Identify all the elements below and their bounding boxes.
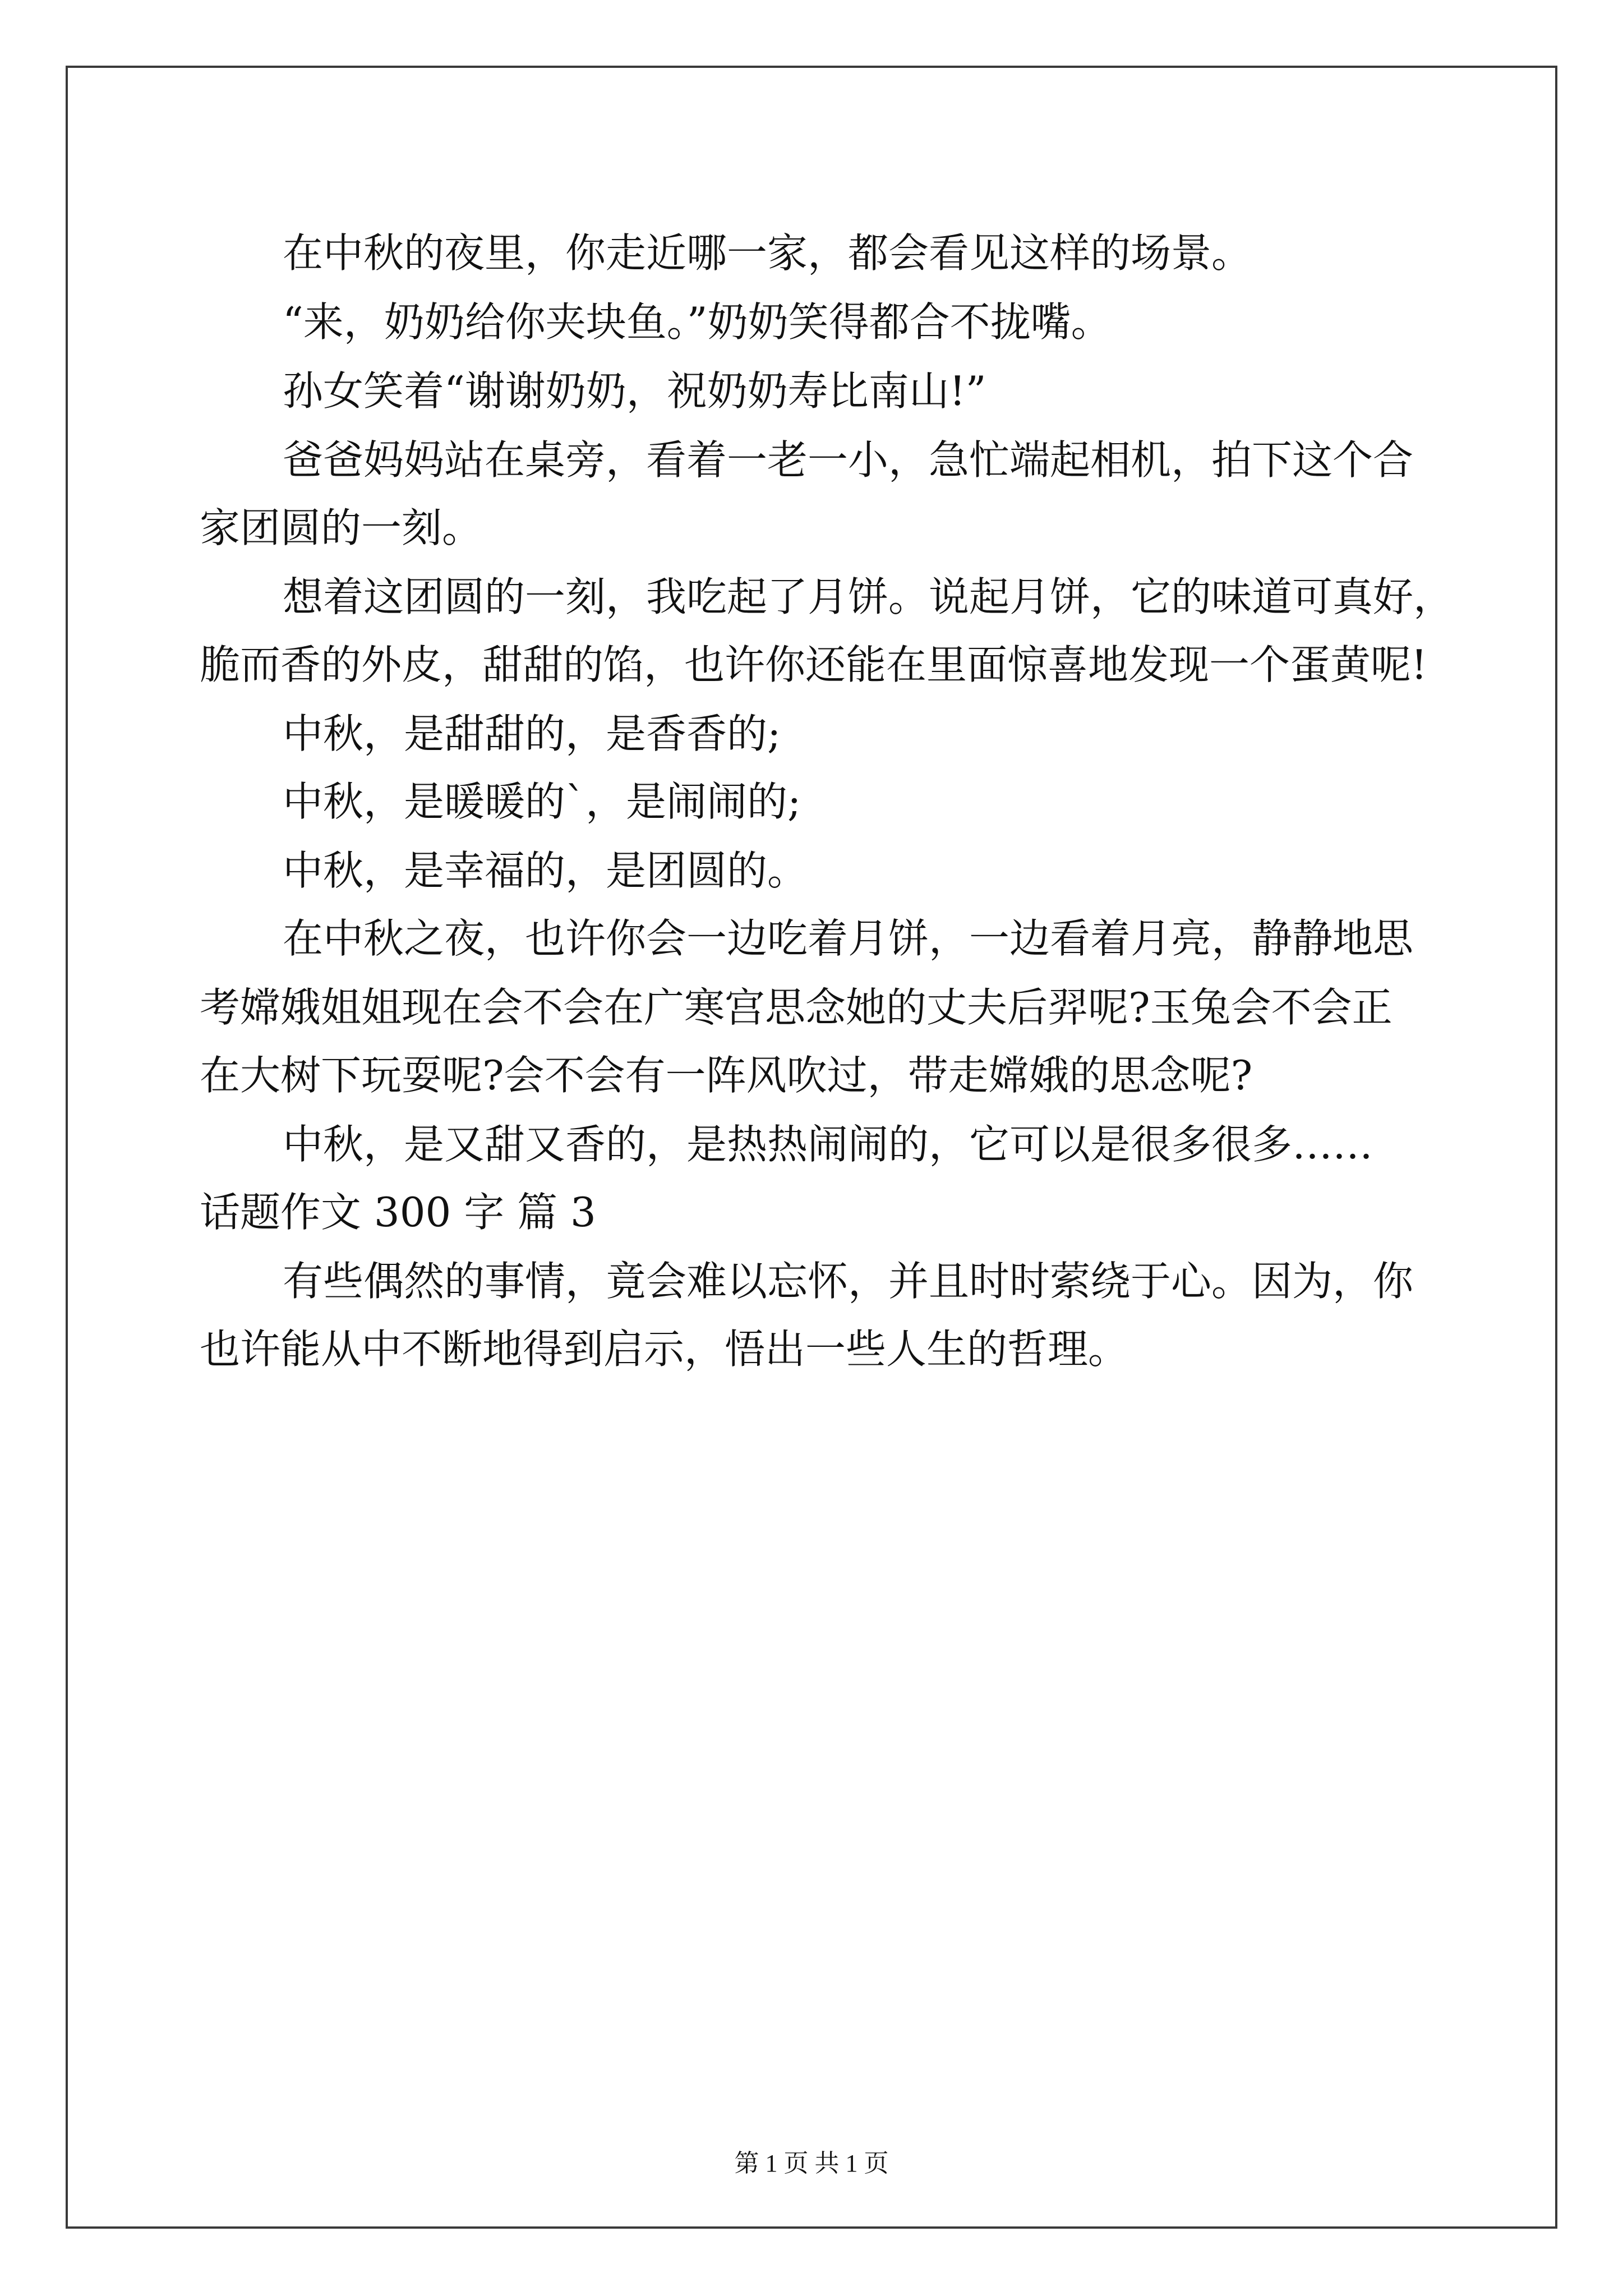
text-line: “来，奶奶给你夹块鱼。”奶奶笑得都合不拢嘴。	[283, 298, 1112, 346]
text-line: 家团圆的一刻。	[200, 504, 483, 551]
text-line: 脆而香的外皮，甜甜的馅，也许你还能在里面惊喜地发现一个蛋黄呢!	[200, 641, 1427, 688]
text-line: 中秋，是暖暖的`，是闹闹的;	[283, 778, 801, 825]
section-heading: 话题作文 300 字 篇 3	[200, 1189, 596, 1236]
text-line: 爸爸妈妈站在桌旁，看着一老一小，急忙端起相机，拍下这个合	[283, 436, 1414, 484]
text-line: 在中秋之夜，也许你会一边吃着月饼，一边看着月亮，静静地思	[283, 915, 1414, 962]
text-line: 孙女笑着“谢谢奶奶，祝奶奶寿比南山!”	[283, 367, 986, 415]
text-line: 中秋，是又甜又香的，是热热闹闹的，它可以是很多很多……	[283, 1121, 1373, 1168]
page-footer: 第 1 页 共 1 页	[734, 2150, 889, 2177]
text-line: 想着这团圆的一刻，我吃起了月饼。说起月饼，它的味道可真好，	[283, 573, 1454, 620]
text-line: 在中秋的夜里，你走近哪一家，都会看见这样的场景。	[283, 229, 1252, 277]
text-line: 有些偶然的事情，竟会难以忘怀，并且时时萦绕于心。因为，你	[283, 1258, 1414, 1305]
text-line: 也许能从中不断地得到启示，悟出一些人生的哲理。	[200, 1326, 1129, 1373]
text-line: 中秋，是甜甜的，是香香的;	[283, 710, 781, 757]
text-line: 考嫦娥姐姐现在会不会在广寒宫思念她的丈夫后羿呢?玉兔会不会正	[200, 984, 1393, 1031]
text-line: 中秋，是幸福的，是团圆的。	[283, 847, 808, 894]
text-line: 在大树下玩耍呢?会不会有一阵风吹过，带走嫦娥的思念呢?	[200, 1052, 1253, 1099]
